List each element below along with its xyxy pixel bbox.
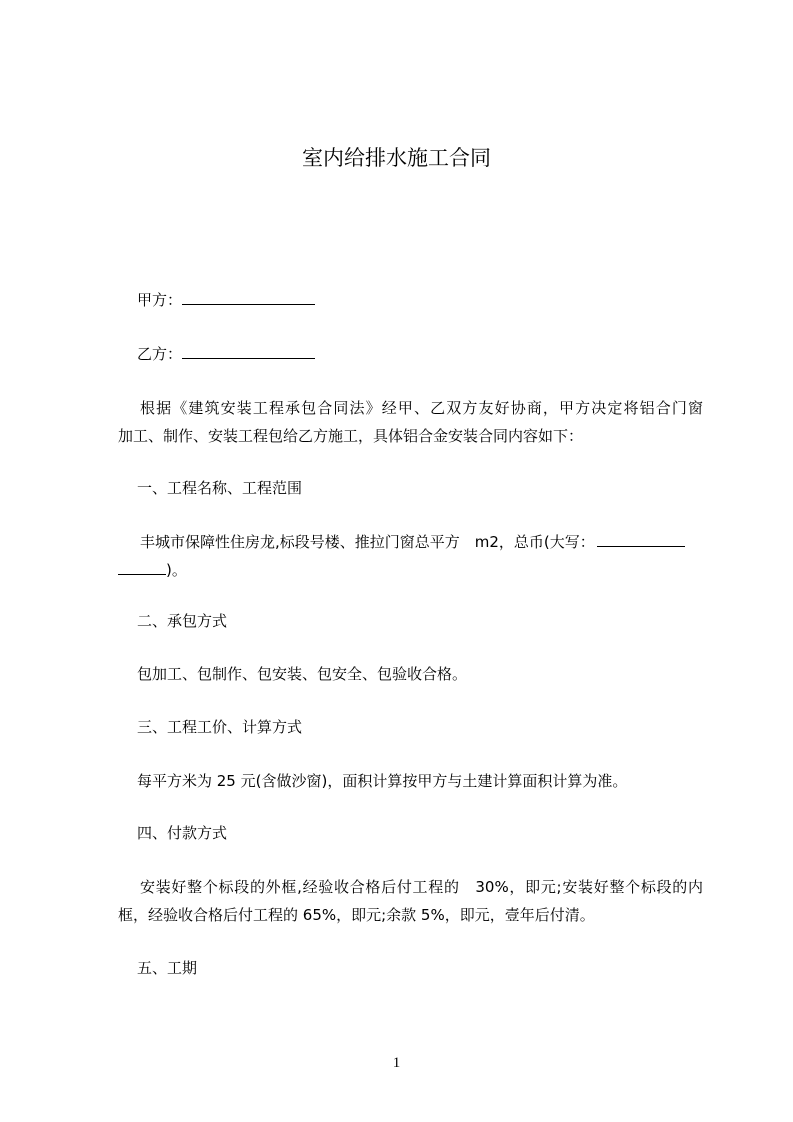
- amount-blank-cont: [118, 560, 166, 575]
- page-number: 1: [392, 1055, 401, 1071]
- section-5-heading: 五、工期: [137, 959, 198, 977]
- party-b-label: 乙方：: [137, 345, 183, 363]
- party-a-label: 甲方：: [137, 291, 183, 309]
- party-b-line: [137, 344, 315, 364]
- amount-blank: [597, 532, 685, 547]
- section-3-text: 每平方米为 25 元(含做沙窗)，面积计算按甲方与土建计算面积计算为准。: [137, 772, 628, 790]
- section-1-text: 丰城市保障性住房龙,标段号楼、推拉门窗总平方 m2，总币(大写：: [140, 533, 595, 551]
- section-1-text-end: )。: [166, 561, 187, 579]
- section-1-heading: 一、工程名称、工程范围: [137, 479, 303, 497]
- intro-line-2: 加工、制作、安装工程包给乙方施工，具体铝合金安装合同内容如下：: [118, 427, 584, 445]
- intro-line-1: 根据《建筑安装工程承包合同法》经甲、乙双方友好协商，甲方决定将铝合门窗: [140, 399, 703, 417]
- party-b-blank: [182, 344, 315, 359]
- section-1-line-1: [140, 532, 685, 552]
- section-4-line-1: 安装好整个标段的外框,经验收合格后付工程的 30%，即元;安装好整个标段的内: [140, 878, 703, 896]
- section-1-line-2: [118, 560, 187, 580]
- document-title: 室内给排水施工合同: [302, 146, 491, 170]
- section-4-heading: 四、付款方式: [137, 824, 228, 842]
- section-4-line-2: 框，经验收合格后付工程的 65%，即元;余款 5%，即元，壹年后付清。: [118, 906, 595, 924]
- party-a-line: [137, 290, 315, 310]
- section-2-heading: 二、承包方式: [137, 612, 228, 630]
- section-3-heading: 三、工程工价、计算方式: [137, 718, 303, 736]
- section-2-text: 包加工、包制作、包安装、包安全、包验收合格。: [137, 665, 468, 683]
- party-a-blank: [182, 290, 315, 305]
